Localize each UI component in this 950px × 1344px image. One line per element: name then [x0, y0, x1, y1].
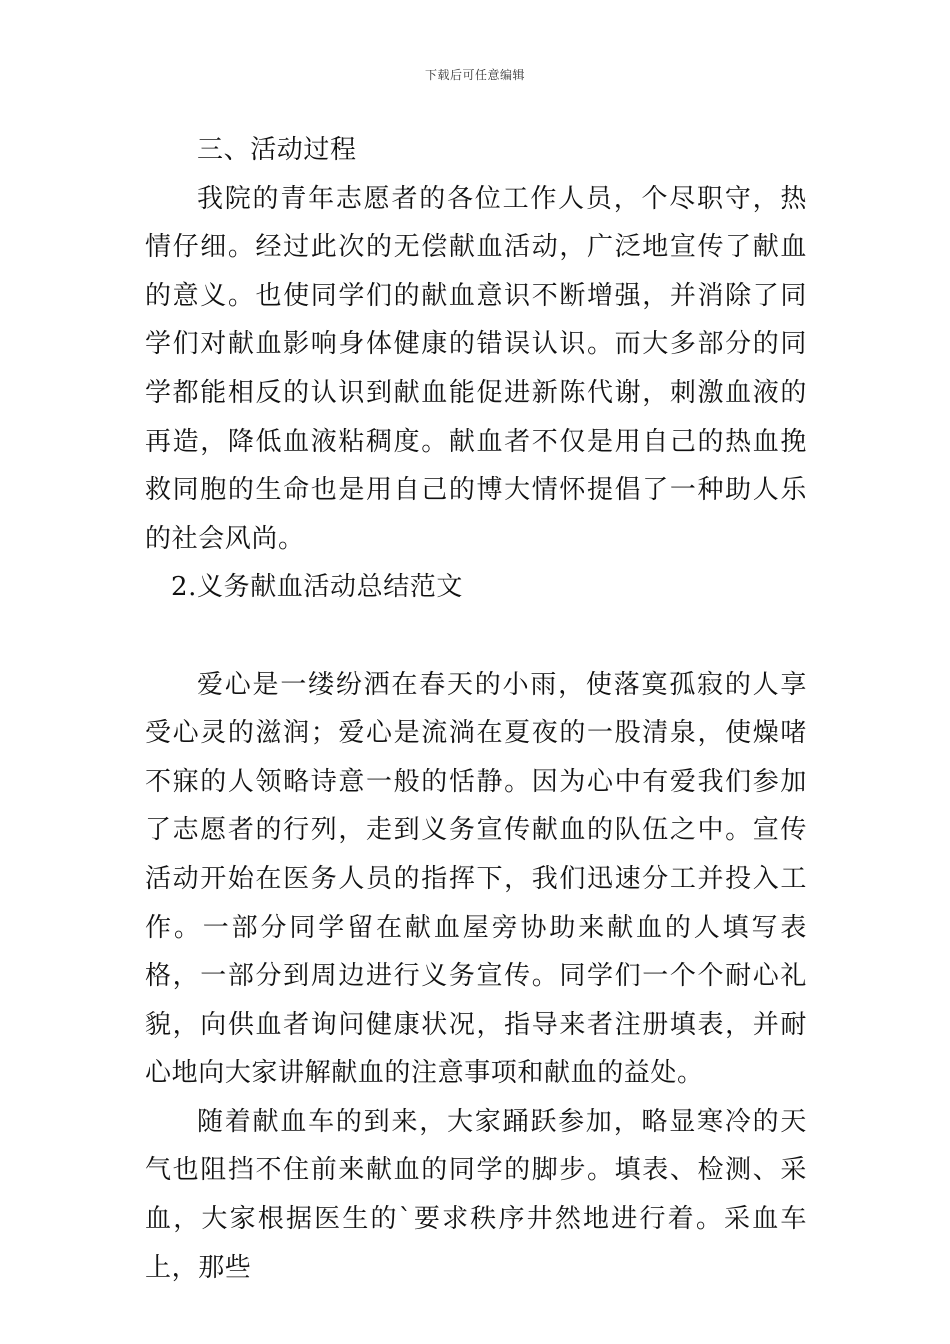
paragraph-love: 爱心是一缕纷洒在春天的小雨，使落寞孤寂的人享受心灵的滋润；爱心是流淌在夏夜的一股清泉，使燥啫不寐的人领略诗意一般的恬静。因为心中有爱我们参加了志愿者的行列，走到义务宣传献血的队伍之中。宣传活动开始在医务人员的指挥下，我们迅速分工并投入工作。一部分同学留在献血屋旁协助来献血的人填写表格，一部分到周边进行义务宣传。同学们一个个耐心礼貌，向供血者询问健康状况，指导来者注册填表，并耐心地向大家讲解献血的注意事项和献血的益处。	[145, 669, 807, 1089]
subheading-summary: 2.义务献血活动总结范文	[171, 572, 464, 603]
blank-line	[145, 612, 807, 661]
paragraph-blood-bus: 随着献血车的到来，大家踊跃参加，略显寒冷的天气也阻挡不住前来献血的同学的脚步。填表、检测、采血，大家根据医生的`要求秩序井然地进行着。采血车上，那些	[145, 1106, 807, 1283]
section-heading: 三、活动过程	[197, 135, 357, 165]
header-note: 下载后可任意编辑	[424, 68, 525, 82]
document-body	[145, 126, 807, 1292]
paragraph-volunteers: 我院的青年志愿者的各位工作人员，个尽职守，热情仔细。经过此次的无偿献血活动，广泛地宣传了献血的意义。也使同学们的献血意识不断增强，并消除了同学们对献血影响身体健康的错误认识。而大多部分的同学都能相反的认识到献血能促进新陈代谢，刺激血液的再造，降低血液粘稠度。献血者不仅是用自己的热血挽救同胞的生命也是用自己的博大情怀提倡了一种助人乐的社会风尚。	[145, 183, 807, 554]
